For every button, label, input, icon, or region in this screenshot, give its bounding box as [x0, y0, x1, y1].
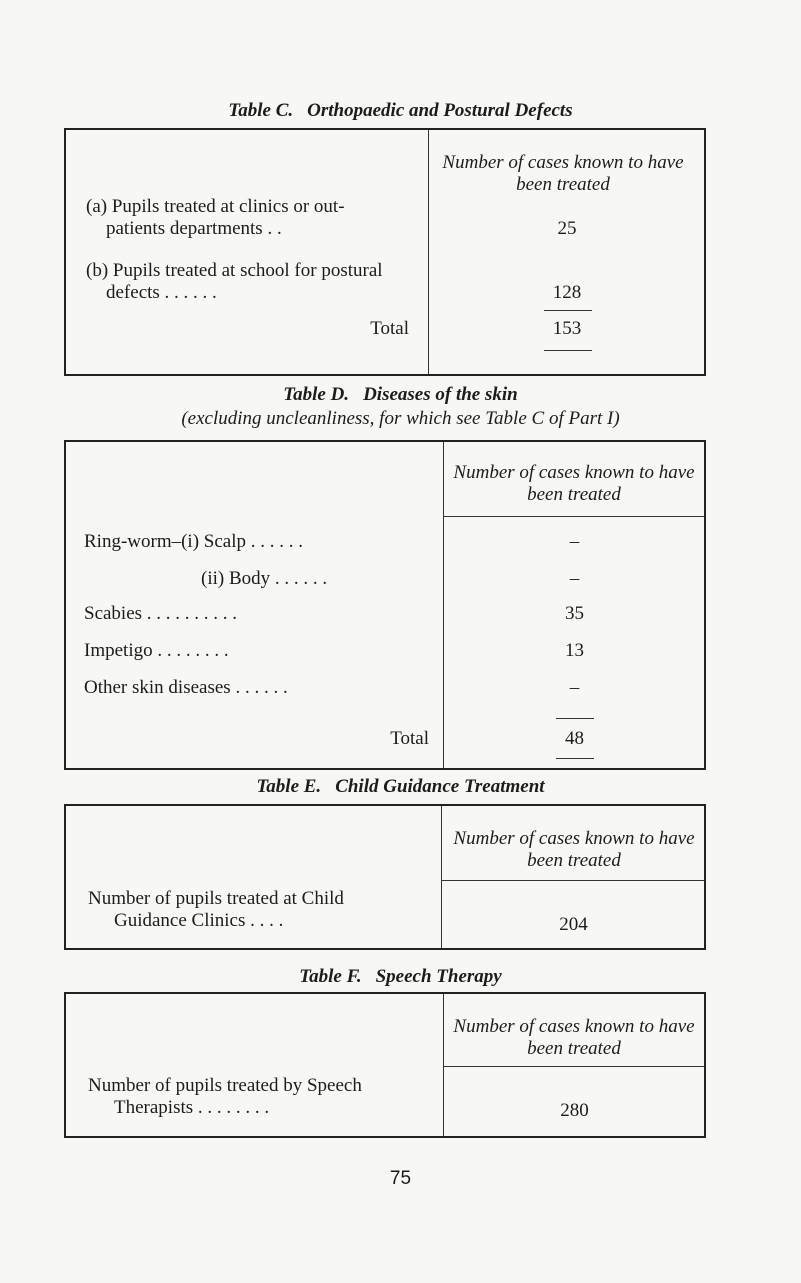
table-c-title-text: Orthopaedic and Postural Defects	[307, 100, 573, 121]
table-d-row-value: 35	[565, 603, 584, 624]
table-e-title-label: Table E.	[256, 776, 322, 797]
sum-rule	[556, 718, 594, 719]
table-d	[64, 440, 706, 770]
table-c-title	[0, 100, 801, 122]
table-d-row-label: Scabies . . . . . . . . . .	[84, 603, 238, 624]
table-c-title-label: Table C.	[228, 100, 294, 121]
header-rule	[443, 516, 704, 517]
page-number: 75	[389, 1168, 412, 1189]
table-d-title-label: Table D.	[283, 384, 350, 405]
table-c-row-a-line1: (a) Pupils treated at clinics or out-	[86, 196, 345, 217]
table-e	[64, 804, 706, 950]
table-d-row-value: –	[569, 677, 580, 698]
table-c-total-label: Total	[370, 318, 409, 339]
table-d-title-text: Diseases of the skin	[363, 384, 518, 405]
table-f-row-line2: Therapists . . . . . . . .	[114, 1097, 270, 1118]
table-e-row-line2: Guidance Clinics . . . .	[114, 910, 284, 931]
sum-rule	[544, 350, 592, 351]
table-d-row-label: (ii) Body . . . . . .	[201, 568, 328, 589]
table-d-row-value: –	[569, 568, 580, 589]
header-rule	[443, 1066, 704, 1067]
table-c-total-value: 153	[552, 318, 582, 339]
table-d-total-value: 48	[565, 728, 584, 749]
table-d-subtitle: (excluding uncleanliness, for which see Table C of Part I)	[181, 408, 620, 429]
table-c-row-b-line1: (b) Pupils treated at school for postural	[86, 260, 383, 281]
table-f-title-label: Table F.	[299, 966, 362, 987]
table-c-row-a-line2: patients departments . .	[106, 218, 282, 239]
sum-rule	[556, 758, 594, 759]
table-c-row-a-value: 25	[557, 218, 577, 239]
table-f-title-text: Speech Therapy	[375, 966, 502, 987]
table-d-row-label: Ring-worm–(i) Scalp . . . . . .	[84, 531, 304, 552]
table-f-column-header: Number of cases known to have been treated	[453, 1016, 695, 1059]
table-f-value: 280	[560, 1100, 589, 1121]
table-f-title	[0, 966, 801, 988]
table-e-value: 204	[559, 914, 588, 935]
sum-rule	[544, 310, 592, 311]
table-e-column-header: Number of cases known to have been treated	[453, 828, 695, 871]
table-c	[64, 128, 706, 376]
table-e-title	[0, 776, 801, 798]
table-d-row-label: Impetigo . . . . . . . .	[84, 640, 229, 661]
table-d-column-header: Number of cases known to have been treated	[453, 462, 695, 505]
table-f-row-line1: Number of pupils treated by Speech	[88, 1075, 362, 1096]
table-c-column-header: Number of cases known to have been treated	[442, 152, 684, 195]
table-e-title-text: Child Guidance Treatment	[335, 776, 545, 797]
table-c-row-b-value: 128	[552, 282, 582, 303]
table-f	[64, 992, 706, 1138]
table-c-row-b-line2: defects . . . . . .	[106, 282, 217, 303]
table-d-total-label: Total	[390, 728, 429, 749]
table-d-row-value: 13	[565, 640, 584, 661]
table-e-row-line1: Number of pupils treated at Child	[88, 888, 344, 909]
table-d-row-value: –	[569, 531, 580, 552]
table-d-title	[0, 384, 801, 406]
header-rule	[441, 880, 704, 881]
table-d-row-label: Other skin diseases . . . . . .	[84, 677, 288, 698]
